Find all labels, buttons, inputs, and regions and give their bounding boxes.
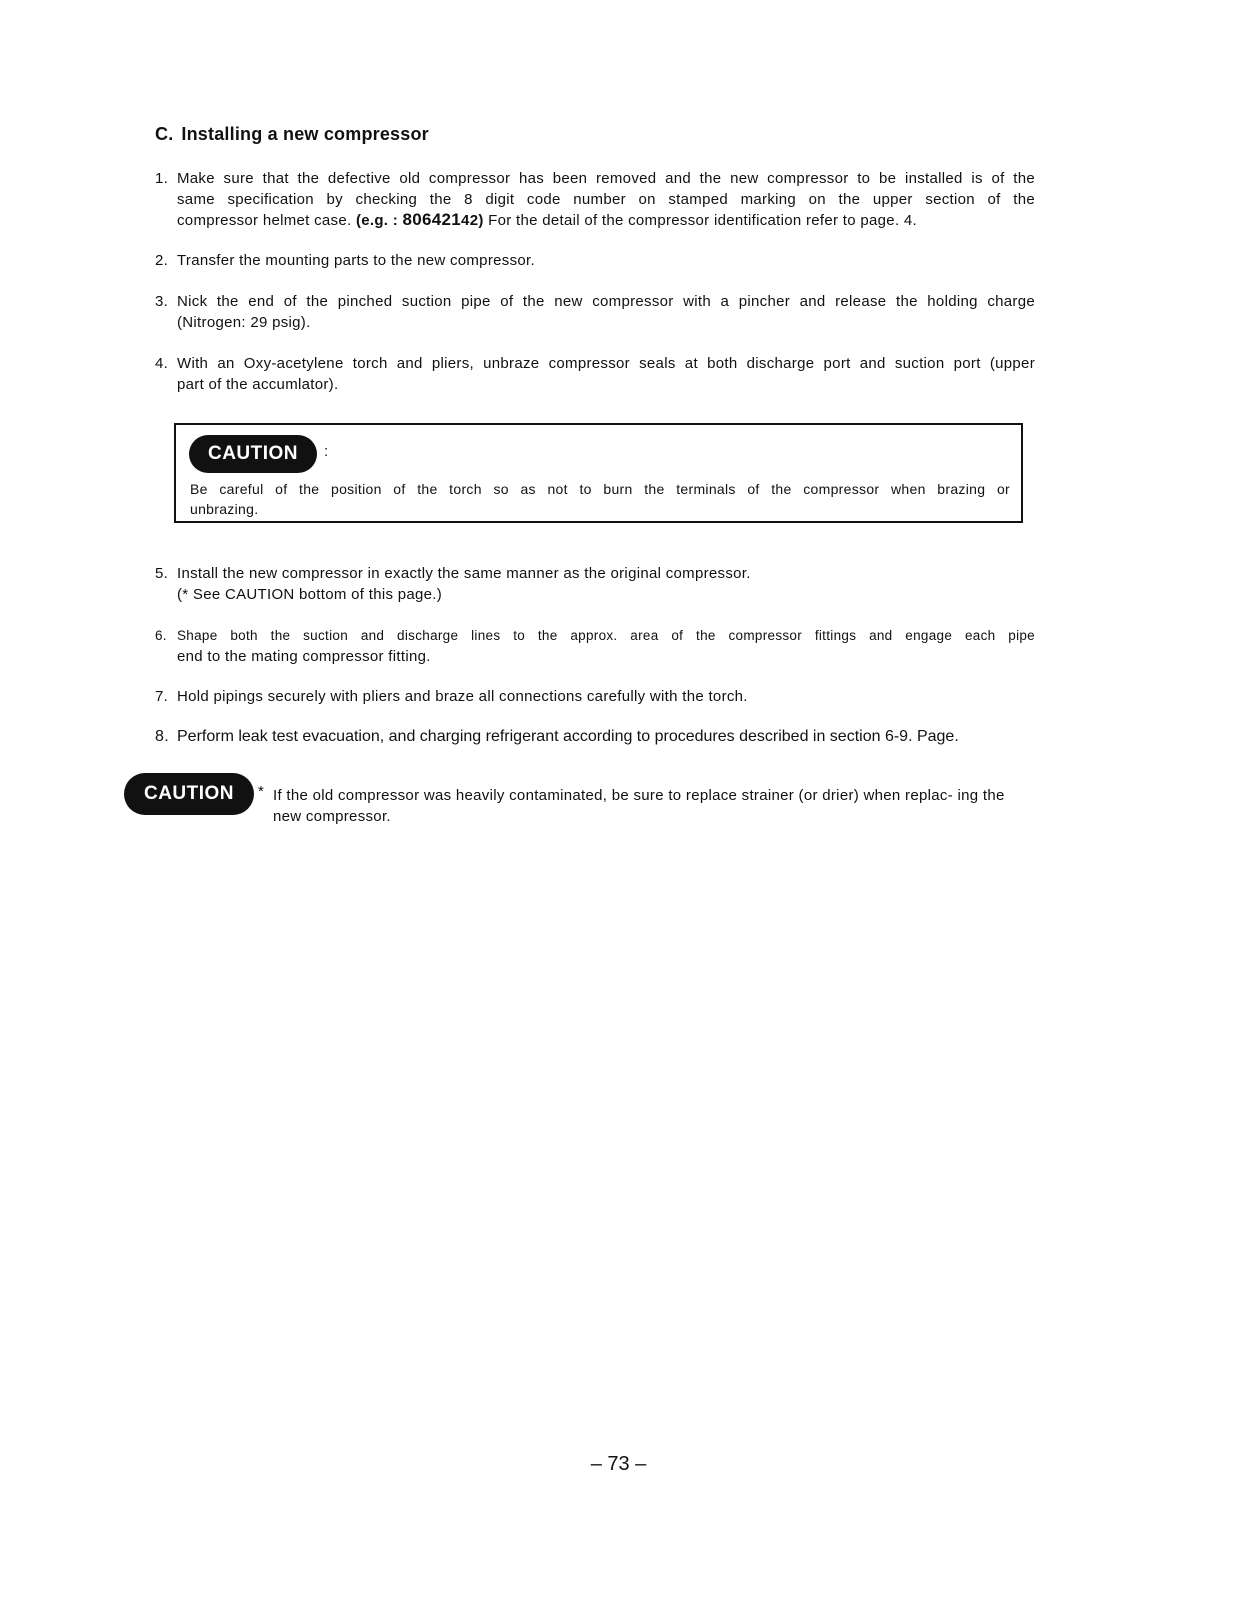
example-code: 806421 [402, 210, 462, 229]
bottom-caution-note [258, 783, 1028, 827]
caution-text [190, 479, 1010, 519]
list-item-number: 5. [155, 565, 169, 582]
list-item-text: Hold pipings securely with pliers and braze all connections carefully with the torch. [177, 688, 748, 705]
list-item-text: Install the new compressor in exactly the same manner as the original compressor. [177, 565, 751, 582]
list-item-number: 6. [155, 628, 167, 643]
caution-badge: CAUTION [189, 435, 317, 473]
section-title: Installing a new compressor [181, 124, 429, 144]
list-item [155, 251, 1035, 272]
list-item [155, 354, 1035, 395]
list-item-text: Transfer the mounting parts to the new compressor. [177, 252, 535, 269]
page-number: – 73 – [590, 1453, 647, 1475]
caution-box [174, 423, 1023, 523]
example-code-suffix: 42) [461, 212, 484, 229]
caution-text-line: Be careful of the position of the torch so as not to burn the terminals of the compressor when brazing or [190, 481, 1010, 497]
list-item [155, 169, 1035, 232]
list-item-number: 8. [155, 728, 169, 745]
list-item-text: (Nitrogen: 29 psig). [177, 313, 311, 331]
list-item-text: Shape both the suction and discharge lines to the approx. area of the compressor fittings and engage each pipe [177, 628, 1035, 643]
caution-text-line: unbrazing. [190, 501, 259, 517]
list-item [155, 564, 1035, 605]
list-item-number: 2. [155, 252, 169, 269]
list-item-number: 1. [155, 170, 169, 187]
list-item-number: 4. [155, 355, 169, 372]
section-letter: C. [155, 124, 174, 144]
caution-colon: : [324, 443, 329, 460]
list-item-number: 7. [155, 688, 169, 705]
list-item-text: With an Oxy-acetylene torch and pliers, unbraze compressor seals at both discharge port and suction port (upper [177, 355, 1035, 372]
list-item [155, 727, 1035, 748]
bottom-caution-badge: CAUTION [124, 773, 254, 815]
list-item-text: end to the mating compressor fitting. [177, 647, 431, 665]
section-heading [155, 124, 429, 145]
example-label: (e.g. : [355, 212, 403, 229]
list-item-text: Perform leak test evacuation, and charging refrigerant according to procedures described in section 6-9. Page. [177, 728, 959, 745]
list-item-text: (* See CAUTION bottom of this page.) [177, 585, 443, 603]
list-item-text: same specification by checking the 8 digit code number on stamped marking on the upper section of the [177, 190, 1035, 208]
list-item [155, 626, 1035, 667]
list-item-text: For the detail of the compressor identification refer to page. 4. [483, 212, 917, 229]
list-item-text-line [177, 210, 1035, 232]
asterisk: * [258, 783, 265, 800]
list-item [155, 687, 1035, 708]
list-item-text: Make sure that the defective old compressor has been removed and the new compressor to be installed is of the [177, 170, 1035, 187]
list-item [155, 292, 1035, 333]
list-item-number: 3. [155, 293, 169, 310]
list-item-text: part of the accumlator). [177, 375, 339, 393]
caution-note-line: ing the new compressor. [273, 787, 1005, 825]
list-item-text: Nick the end of the pinched suction pipe of the new compressor with a pincher and release the holding charge [177, 293, 1035, 310]
caution-note-line: If the old compressor was heavily contaminated, be sure to replace strainer (or drier) when replac- [273, 787, 953, 804]
list-item-text: compressor helmet case. [177, 212, 356, 229]
